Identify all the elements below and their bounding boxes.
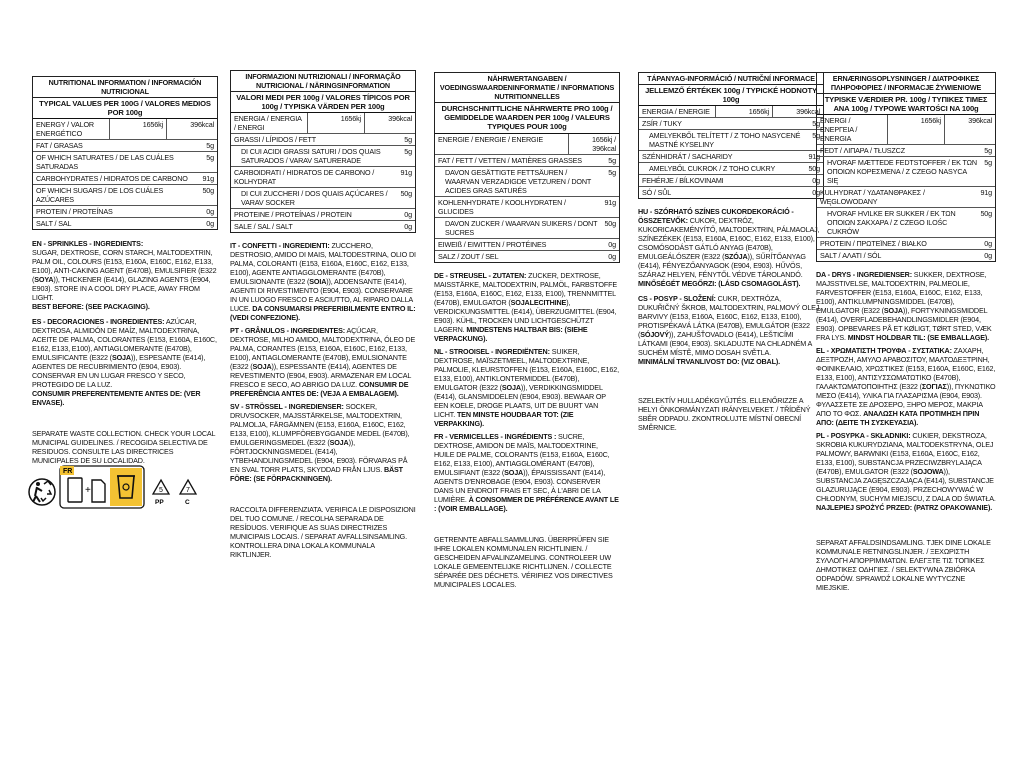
nutrition-row xyxy=(435,167,619,197)
nutrient-value: 0g xyxy=(984,239,992,249)
nutrient-label: DI CUI ACIDI GRASSI SATURI / DOS QUAIS SATURADOS / VARAV SATURERADE xyxy=(241,147,381,166)
svg-text:5: 5 xyxy=(159,487,163,494)
nutrition-heading: TÁPANYAG-INFORMÁCIÓ / NUTRIČNÍ INFORMACE xyxy=(639,73,823,85)
nutrition-row xyxy=(817,187,995,208)
ingredients-pl: PL - POSYPKA - SKŁADNIKI: CUKIER, DEKSTROZA, SKROBIA KUKURYDZIANA, MALTODEKSTRYNA, OLEJ PALMOWY, BARWNIKI (E153, E160A, E160C, E162, E133, E100), SUBSTANCJA PRZECIWZBRYLAJĄCA (E470B), EMULGATOR (E322 (SOJOWA)), SUBSTANCJA ZAGĘSZCZAJĄCA (E414), SUBSTANCJE GLAZURUJĄCE (E904, E903). PRZECHOWYWAĆ W CHŁODNYM, SUCHYM MIEJSCU, Z DALA OD ŚWIATŁA. NAJLEPIEJ SPOŻYĆ PRZED: (PATRZ OPAKOWANIE). xyxy=(816,431,996,513)
nutrient-label: SALE / SAL / SALT xyxy=(234,222,293,232)
nutrient-label: OF WHICH SUGARS / DE LOS CUÁLES AZÚCARES xyxy=(36,186,164,205)
column-en-es xyxy=(32,76,218,465)
waste-notice-da-el-pl: SEPARAT AFFALDSINDSAMLING. TJEK DINE LOKALE KOMMUNALE RETNINGSLINJER. / ΞΕΧΩΡΙΣΤΗ ΣΥΛΛΟΓΗ ΑΠΟΡΡΙΜΜΑΤΩΝ. ΕΛΕΓΞΤΕ ΤΙΣ ΤΟΠΙΚΕΣ ΔΗΜΟΤΙΚΕΣ ΟΔΗΓΙΕΣ. / SELEKTYWNA ZBIÓRKA ODPADÓW. SPRAWDŹ LOKALNE WYTYCZNE MIEJSKIE. xyxy=(816,538,991,593)
nutrient-value: 5g xyxy=(404,135,412,145)
nutrition-row xyxy=(435,251,619,262)
energy-kj-value: 1656kj xyxy=(109,119,167,139)
ingredients-pt: PT - GRÂNULOS - INGREDIENTES: AÇÚCAR, DEXTROSE, MILHO AMIDO, MALTODEXTRINA, ÓLEO DE PALMA, CORANTES (E153, E160A, E160C, E162, E133, E100), ANTIAGLOMERANTE (E470B), EMULSIONANTE (E322 (SOJA)), ESPESSANTE (E414), AGENTES DE REVESTIMENTO (E904, E903). ARMAZENAR EM LOCAL FRESCO E SECO, AO ABRIGO DA LUZ. CONSUMIR DE PREFERÊNCIA ANTES DE: (VEJA A EMBALAGEM). xyxy=(230,326,416,399)
nutrition-row xyxy=(231,113,415,134)
column-it-pt-sv xyxy=(230,70,416,559)
nutrition-row xyxy=(33,206,217,218)
nutrient-value: 5g xyxy=(206,141,214,151)
nutrient-value: 91g xyxy=(202,174,214,184)
nutrition-row xyxy=(817,145,995,157)
nutrient-label: AMELYEKBŐL TELÍTETT / Z TOHO NASYCENÉ MASTNÉ KYSELINY xyxy=(649,131,801,150)
nutrition-row xyxy=(231,188,415,209)
nutrient-label: ENERGY / VALOR ENERGÉTICO xyxy=(36,120,94,139)
nutrient-label: PROTEINE / PROTEÍNAS / PROTEIN xyxy=(234,210,352,220)
nutrition-subheading: TYPICAL VALUES PER 100G / VALORES MEDIOS POR 100g xyxy=(33,98,217,119)
nutrient-label: ENERGIA / ENERGIA / ENERGI xyxy=(234,114,302,133)
nutrition-row xyxy=(231,167,415,188)
ingredients-es: ES - DECORACIONES - INGREDIENTES: AZÚCAR, DEXTROSA, ALMIDÓN DE MAÍZ, MALTODEXTRINA, ACEITE DE PALMA, COLORANTES (E153, E160A, E160C, E162, E133, E100), ANTIAGLOMERANTE (E470B), EMULSIFICANTE (E322 (SOJA)), ESPESANTE (E414), AGENTES DE RECUBRIMIENTO (E904, E903). CONSERVAR EN UN LUGAR FRESCO Y SECO, PROTEGIDO DE LA LUZ. CONSUMIR PREFERENTEMENTE ANTES DE: (VER ENVASE). xyxy=(32,317,217,408)
nutrient-label: FEDT / ΛΙΠΑΡΑ / TŁUSZCZ xyxy=(820,146,905,156)
nutrient-label: AMELYBŐL CUKROK / Z TOHO CUKRY xyxy=(649,164,776,174)
nutrition-row xyxy=(817,238,995,250)
nutrient-value: 5g xyxy=(984,158,992,168)
nutrition-row xyxy=(639,151,823,163)
nutrient-label: DAVON ZUCKER / WAARVAN SUIKERS / DONT SUCRES xyxy=(445,218,598,237)
nutrition-row xyxy=(33,218,217,229)
c-recycling-icon xyxy=(180,480,196,506)
ingredients-el: EL - ΧΡΩΜΑΤΙΣΤΗ ΤΡΟΥΦΑ - ΣΥΣΤΑΤΙΚΑ: ΖΑΧΑΡΗ, ΔΕΞΤΡΟΖΗ, ΑΜΥΛΟ ΑΡΑΒΟΣΙΤΟΥ, ΜΑΛΤΟΔΕΞΤΡΙΝΗ, ΦΟΙΝΙΚΕΛΑΙΟ, ΧΡΩΣΤΙΚΕΣ (E153, E160A, E160C, E162, E133, E100), ΑΝΤΙΣΥΣΣΩΜΑΤΩΤΙΚΟ (E470B), ΓΑΛΑΚΤΩΜΑΤΟΠΟΙΗΤΗΣ (E322 (ΣΟΓΙΑΣ)), ΠΥΚΝΩΤΙΚΟ ΜΕΣΟ (E414), ΥΛΙΚΑ ΓΙΑ ΓΛΑΣΑΡΙΣΜΑ (E904, E903). ΦΥΛΑΣΣΕΤΕ ΣΕ ΔΡΟΣΕΡΟ, ΞΗΡΟ ΜΕΡΟΣ, ΜΑΚΡΙΑ ΑΠΟ ΤΟ ΦΩΣ. ΑΝΑΛΩΣΗ ΚΑΤΑ ΠΡΟΤΙΜΗΣΗ ΠΡΙΝ ΑΠΟ: (ΔΕΙΤΕ ΤΗ ΣΥΣΚΕΥΑΣΙΑ). xyxy=(816,346,996,428)
nutrient-label: HVORAF MÆTTEDE FEDTSTOFFER / ΕΚ ΤΩΝ ΟΠΟΙΩΝ ΚΟΡΕΣΜΕΝΑ / Z CZEGO NASYCA SIĘ xyxy=(827,158,977,186)
nutrient-label: PROTEIN / ΠΡΩΤΕΪΝΕΣ / BIAŁKO xyxy=(820,239,927,249)
nutrition-subheading: VALORI MEDI PER 100g / VALORES TÍPICOS POR 100g / TYPISKA VÄRDEN PER 100g xyxy=(231,92,415,113)
column-hu-cs xyxy=(638,72,824,432)
nutrient-label: KULHYDRAT / ΥΔΑΤΑΝΘΡΑΚΕΣ / WĘGLOWODANY xyxy=(820,188,925,207)
nutrient-value: 5g xyxy=(812,131,820,141)
nutrient-label: FAT / FETT / VETTEN / MATIÈRES GRASSES xyxy=(438,155,582,165)
nutrient-value: 0g xyxy=(206,207,214,217)
nutrition-heading: NUTRITIONAL INFORMATION / INFORMACIÓN NUTRICIONAL xyxy=(33,77,217,98)
nutrient-value: 5g xyxy=(984,146,992,156)
pp-recycling-icon xyxy=(153,480,169,506)
nutrient-value: 0g xyxy=(404,222,412,232)
ingredients-da: DA - DRYS - INGREDIENSER: SUKKER, DEXTROSE, MAJSSTIVELSE, MALTODEXTRIN, PALMEOLIE, FARVESTOFFER (E153, E160A, E160C, E162, E133, E100), ANTIKLUMPNINGSMIDDEL (E470B), EMULGATOR (E322 (SOJA)), FORTYKNINGSMIDDEL (E414), OVERFLADEBEHANDLINGSMIDLER (E904, E903). OPBEVARES PÅ ET KØLIGT, TØRT STED, VÆK FRA LYS. MINDST HOLDBAR TIL: (SE EMBALLAGE). xyxy=(816,270,992,343)
nutrition-row xyxy=(639,187,823,198)
nutrition-table-hu-cs xyxy=(638,72,824,199)
nutrition-row xyxy=(231,134,415,146)
nutrient-label: EIWEIß / EIWITTEN / PROTÉINES xyxy=(438,239,547,249)
nutrient-label: CARBOIDRATI / HIDRATOS DE CARBONO / KOLHYDRAT xyxy=(234,168,375,187)
energy-kcal-value: 396kcal xyxy=(388,114,412,124)
nutrition-row xyxy=(639,106,823,118)
ingredients-de: DE - STREUSEL - ZUTATEN: ZUCKER, DEXTROSE, MAISSTÄRKE, MALTODEXTRIN, PALMÖL, FARBSTOFFE (E153, E160A, E160C, E162, E133, E100), TRENNMITTEL (E470B), EMULGATOR (SOJALECITHINE), VERDICKUNGSMITTEL (E414), ÜBERZUGMITTEL (E904, E903). KÜHL, TROCKEN UND LICHTGESCHÜTZT LAGERN. MINDESTENS HALTBAR BIS: (SIEHE VERPACKUNG). xyxy=(434,270,617,343)
nutrient-label: SALZ / ZOUT / SEL xyxy=(438,251,499,261)
column-da-el-pl xyxy=(816,72,996,592)
nutrition-row xyxy=(639,118,823,130)
ingredients-cs: CS - POSYP - SLOŽENÍ: CUKR, DEXTRÓZA, DUKUŘIČNÝ ŠKROB, MALTODEXTRIN, PALMOVÝ OLEJ, BARVIVY (E153, E160A, E160C, E162, E133, E100), PROTISPÉKAVÁ LÁTKA (E470B), EMULGÁTOR (E322 (SÓJOVÝ)), ZAHUŠŤOVADLO (E414), LEŠTICÍMI LÁTKAMI (E904, E903). SKLADUJTE NA CHLADNÉM A SUCHÉM MÍSTĚ, MIMO DOSAH SVĚTLA. MINIMÁLNÍ TRVANLIVOST DO: (VIZ OBAL). xyxy=(638,294,822,367)
nutrient-value: 5g xyxy=(404,147,412,157)
nutrient-label: SALT / ΑΛΑΤΙ / SÓL xyxy=(820,251,882,261)
nutrient-value: 50g xyxy=(980,209,992,219)
nutrient-value: 5g xyxy=(206,153,214,163)
nutrient-label: KOHLENHYDRATE / KOOLHYDRATEN / GLUCIDES xyxy=(438,197,566,216)
waste-notice-hu-cs: SZELEKTÍV HULLADÉKGYŰJTÉS. ELLENŐRIZZE A HELYI ÖNKORMÁNYZATI IRÁNYELVEKET. / TŘÍDĚNÝ SBĚR ODPADU. ZKONTROLUJTE MÍSTNÍ OBECNÍ SMĚRNICE. xyxy=(638,396,811,433)
nutrition-row xyxy=(817,157,995,187)
nutrient-label: ENERGIE / ENERGIE / ENERGIE xyxy=(438,134,543,144)
nutrition-row xyxy=(817,250,995,261)
nutrient-value: 0g xyxy=(812,188,820,198)
energy-kj-value: 1656kj xyxy=(307,113,365,133)
ingredients-nl: NL - STROOISEL - INGREDIËNTEN: SUIKER, DEXTROSE, MAÏSZETMEEL, MALTODEXTRINE, PALMOLIE, KLEURSTOFFEN (E153, E160A, E160C, E162, E133, E100), ANTIKLONTERMIDDEL (E470B), EMULGATOR (E322 (SOJA)), VERDIKKINGSMIDDEL (E414), GLANSMIDDELEN (E904, E903). BEWAAR OP EEN KOELE, DROGE PLAATS, UIT DE BUURT VAN LICHT. TEN MINSTE HOUDBAAR TOT: (ZIE VERPAKKING). xyxy=(434,346,619,428)
nutrition-table-en-es xyxy=(32,76,218,230)
ingredients-fr: FR - VERMICELLES - INGRÉDIENTS : SUCRE, DEXTROSE, AMIDON DE MAÏS, MALTODEXTRINE, HUILE DE PALME, COLORANTS (E153, E160A, E160C, E162, E133, E100), ANTIAGGLOMÉRANT (E470B), EMULSIFIANT (E322 (SOJA)), ÉPAISSISSANT (E414), AGENTS D'ENROBAGE (E904, E903). CONSERVER DANS UN ENDROIT FRAIS ET SEC, À L'ABRI DE LA LUMIÈRE. À CONSOMMER DE PRÉFÉRENCE AVANT LE : (VOIR EMBALLAGE). xyxy=(434,431,619,513)
nutrient-value: 0g xyxy=(984,251,992,261)
nutrient-value: 5g xyxy=(812,119,820,129)
nutrition-row xyxy=(231,221,415,232)
nutrition-row xyxy=(435,239,619,251)
ingredients-en: EN - SPRINKLES - INGREDIENTS: SUGAR, DEXTROSE, CORN STARCH, MALTODEXTRIN, PALM OIL, COLOURS (E153, E160A, E160C, E162, E133, E100), ANTI-CAKING AGENT (E470B), EMULSIFIER (E322 (SOYA)), THICKENER (E414), GLAZING AGENTS (E904, E903). STORE IN A COOL DRY PLACE, AWAY FROM LIGHT. BEST BEFORE: (SEE PACKAGING). xyxy=(32,239,217,312)
nutrition-row xyxy=(817,115,995,145)
nutrient-label: ENERGIA / ENERGIE xyxy=(642,107,710,117)
nutrition-row xyxy=(33,119,217,140)
column-de-nl-fr xyxy=(434,72,620,589)
nutrient-label: DI CUI ZUCCHERI / DOS QUAIS AÇÚCARES / VARAV SOCKER xyxy=(241,189,388,208)
svg-text:PP: PP xyxy=(155,499,164,506)
triman-icon xyxy=(29,479,55,505)
waste-notice-de-nl-fr: GETRENNTE ABFALLSAMMLUNG. ÜBERPRÜFEN SIE IHRE LOKALEN KOMMUNALEN RICHTLINIEN. / GESCHEIDEN AFVALINZAMELING. CONTROLEER UW LOKALE GEMEENTELIJKE RICHTLIJNEN. / COLLECTE SÉPARÉE DES DÉCHETS. VÉRIFIEZ VOS DIRECTIVES MUNICIPALES LOCALES. xyxy=(434,534,613,589)
nutrient-label: PROTEIN / PROTEÍNAS xyxy=(36,207,113,217)
nutrition-heading: INFORMAZIONI NUTRIZIONALI / INFORMAÇÃO NUTRICIONAL / NÄRINGSINFORMATION xyxy=(231,71,415,92)
energy-kcal-value: 396kcal xyxy=(190,120,214,130)
fr-label: FR xyxy=(63,468,73,475)
nutrition-table-it-pt-sv xyxy=(230,70,416,233)
waste-notice-it-pt-sv: RACCOLTA DIFFERENZIATA. VERIFICA LE DISPOSIZIONI DEL TUO COMUNE. / RECOLHA SEPARADA DE RESÍDUOS. VERIFIQUE AS SUAS DIRECTRIZES MUNICIPAIS LOCAIS. / SEPARAT AVFALLSINSAMLING. KONTROLLERA DINA LOKALA KOMMUNALA RIKTLINJER. xyxy=(230,505,416,560)
ingredients-sv: SV - STRÖSSEL - INGREDIENSER: SOCKER, DRUVSOCKER, MAJSSTÄRKELSE, MALTODEXTRIN, PALMOLJA, FÄRGÄMNEN (E153, E160A, E160C, E162, E133, E100), KLUMPFÖREBYGGANDE MEDEL (E470B), EMULGERINGSMEDEL (E322 (SOJA)), FÖRTJOCKNINGSMEDEL (E414), YTBEHANDLINGSMEDEL (E904, E903). FÖRVARAS PÅ EN SVAL TORR PLATS, SKYDDAD FRÅN LJUS. BÄST FÖRE: (SE FÖRPACKNINGEN). xyxy=(230,402,410,484)
energy-kj-value: 1656kj xyxy=(715,106,773,117)
nutrition-row xyxy=(435,155,619,167)
energy-kcal-value: 396kcal xyxy=(968,116,992,126)
nutrition-row xyxy=(435,197,619,218)
nutrient-label: CARBOHYDRATES / HIDRATOS DE CARBONO xyxy=(36,174,188,184)
nutrient-value: 0g xyxy=(404,210,412,220)
waste-notice-en-es: SEPARATE WASTE COLLECTION. CHECK YOUR LOCAL MUNICIPAL GUIDELINES. / RECOGIDA SELECTIVA DE RESIDUOS. CONSULTE LAS DIRECTRICES MUNICIPALES DE SU LOCALIDAD. xyxy=(32,429,216,466)
nutrition-row xyxy=(639,175,823,187)
nutrient-label: SZÉNHIDRÁT / SACHARIDY xyxy=(642,152,733,162)
energy-value: 1656kj / 396kcal xyxy=(568,134,619,154)
nutrition-row xyxy=(639,130,823,151)
nutrition-heading: NÄHRWERTANGABEN / VOEDINGSWAARDENINFORMATIE / INFORMATIONS NUTRITIONNELLES xyxy=(435,73,619,103)
nutrient-value: 5g xyxy=(608,155,616,165)
ingredients-it: IT - CONFETTI - INGREDIENTI: ZUCCHERO, DESTROSIO, AMIDO DI MAIS, MALTODESTRINA, OLIO DI PALMA, COLORANTI (E153, E160A, E160C, E162, E133, E100), AGENTE ANTIAGGLOMERANTE (E470B), EMULSIONANTE (E322 (SOIA)), ADDENSANTE (E414), AGENTI DI RIVESTIMENTO (E904, E903). CONSERVARE IN UN LUOGO FRESCO E ASCIUTTO, AL RIPARO DALLA LUCE. DA CONSUMARSI PREFERIBILMENTE ENTRO IL: (VEDI CONFEZIONE). xyxy=(230,241,416,323)
nutrient-value: 91g xyxy=(400,168,412,178)
nutrient-value: 0g xyxy=(206,219,214,229)
nutrient-value: 50g xyxy=(400,189,412,199)
nutrient-label: ENERGI / ΕΝΕΡΓΕΙΑ / ENERGIA xyxy=(820,116,858,144)
nutrition-heading: ERNÆRINGSOPLYSNINGER / ΔΙΑΤΡΟΦΙΚΕΣ ΠΛΗΡΟΦΟΡΙΕΣ / INFORMACJE ŻYWIENIOWE xyxy=(817,73,995,94)
nutrition-row xyxy=(435,134,619,155)
nutrition-subheading: DURCHSCHNITTLICHE NÄHRWERTE PRO 100g / GEMIDDELDE WAARDEN PER 100g / VALEURS TYPIQUES POUR 100g xyxy=(435,103,619,134)
nutrition-row xyxy=(435,218,619,239)
svg-text:C: C xyxy=(185,499,190,506)
nutrient-label: HVORAF HVILKE ER SUKKER / ΕΚ ΤΩΝ ΟΠΟΙΩΝ ΣΑΚΧΑΡΑ / Z CZEGO ILOŚC CUKRÓW xyxy=(827,209,956,237)
nutrient-value: 5g xyxy=(608,167,616,177)
nutrient-value: 0g xyxy=(608,239,616,249)
nutrient-value: 0g xyxy=(812,176,820,186)
nutrient-value: 91g xyxy=(808,152,820,162)
info-tri-icon xyxy=(60,466,144,508)
nutrient-label: FAT / GRASAS xyxy=(36,141,83,151)
nutrient-value: 0g xyxy=(608,251,616,261)
nutrition-row xyxy=(33,140,217,152)
nutrition-row xyxy=(231,146,415,167)
nutrient-value: 91g xyxy=(604,197,616,207)
nutrition-row xyxy=(33,185,217,206)
nutrition-table-de-nl-fr xyxy=(434,72,620,263)
recycling-icons xyxy=(28,462,228,514)
energy-kcal-value: 396kcal xyxy=(796,107,820,117)
nutrition-subheading: JELLEMZŐ ÉRTÉKEK 100g / TYPICKÉ HODNOTY 100g xyxy=(639,85,823,106)
nutrition-row xyxy=(33,152,217,173)
nutrition-row xyxy=(33,173,217,185)
nutrient-value: 50g xyxy=(808,164,820,174)
nutrition-row xyxy=(639,163,823,175)
energy-kj-value: 1656kj xyxy=(887,115,945,144)
svg-text:+: + xyxy=(85,485,91,496)
nutrient-value: 50g xyxy=(604,218,616,228)
ingredients-hu: HU - SZÓRHATÓ SZÍNES CUKORDEKORÁCIÓ - ÖSSZETEVŐK: CUKOR, DEXTRÓZ, KUKORICAKEMÉNYÍTŐ, MALTODEXTRIN, PÁLMAOLAJ, SZÍNEZÉKEK (E153, E160A, E160C, E162, E133, E100), CSOMÓSODÁST GÁTLÓ ANYAG (E470B), EMULGEÁLÓSZER (E322 (SZÓJA)), SŰRÍTŐANYAG (E414), FÉNYEZŐANYAGOK (E904, E903). HŰVÖS, SZÁRAZ HELYEN, FÉNYTŐL VÉDVE TÁROLANDÓ. MINŐSÉGÉT MEGŐRZI: (LÁSD CSOMAGOLÁST). xyxy=(638,207,820,289)
nutrition-row xyxy=(817,208,995,238)
nutrient-label: OF WHICH SATURATES / DE LAS CUÁLES SATURADAS xyxy=(36,153,174,172)
nutrient-label: DAVON GESÄTTIGTE FETTSÄUREN / WAARVAN VERZADIGDE VETZUREN / DONT ACIDES GRAS SATURÉS xyxy=(445,167,591,195)
nutrient-value: 50g xyxy=(202,186,214,196)
nutrition-table-da-el-pl xyxy=(816,72,996,262)
nutrient-label: GRASSI / LÍPIDOS / FETT xyxy=(234,135,317,145)
nutrient-label: SALT / SAL xyxy=(36,219,72,229)
nutrient-label: ZSÍR / TUKY xyxy=(642,119,682,129)
nutrient-value: 91g xyxy=(980,188,992,198)
svg-text:7: 7 xyxy=(186,487,190,494)
nutrient-label: SÓ / SŮL xyxy=(642,188,672,198)
nutrition-row xyxy=(231,209,415,221)
nutrient-label: FEHÉRJE / BÍLKOVINAMI xyxy=(642,176,724,186)
nutrition-subheading: TYPISKE VÆRDIER PR. 100g / ΤΥΠΙΚΕΣ ΤΙΜΕΣ ΑΝΑ 100g / TYPOWE WARTOŚCI NA 100g xyxy=(817,94,995,115)
